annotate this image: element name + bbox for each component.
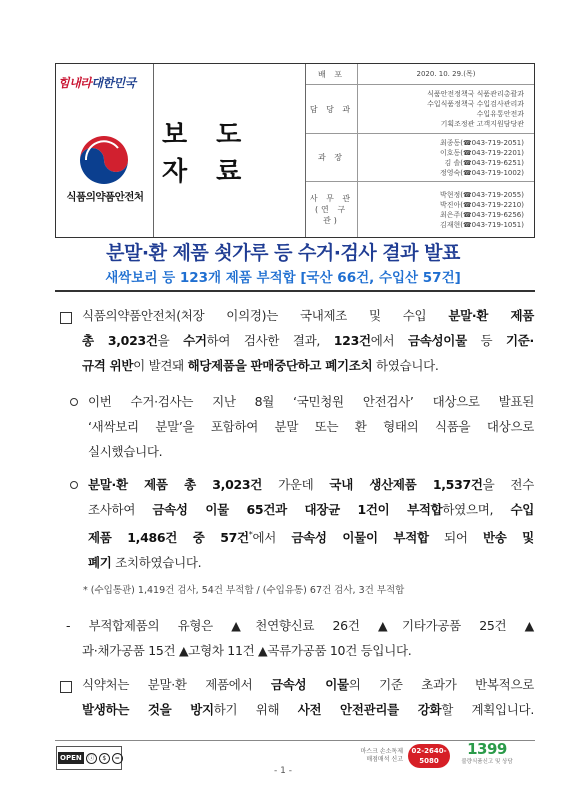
attribution-icon: ⓘ (86, 753, 97, 764)
officer-label: 사 무 관 (연 구 관) (306, 182, 358, 237)
page-number: - 1 - (274, 766, 292, 776)
p1-line-3 (82, 353, 534, 378)
p4-line-2: 과·채가공품 15건 ▲고형차 11건 ▲곡류가공품 10건 등입니다. (82, 643, 412, 658)
mfds-emblem-icon (78, 134, 130, 186)
contact-values (358, 85, 534, 133)
logo-column (56, 64, 154, 237)
p3-line-2 (88, 497, 534, 522)
p2-line-2: ‘새싹보리 분말’을 포함하여 분말 또는 환 형태의 식품을 대상으로 (88, 419, 534, 434)
hotline-number: 1399 (467, 740, 507, 758)
text-bold: 분말·환 제품 총 3,023건 (88, 477, 263, 492)
text-bold: 기준· (506, 333, 534, 348)
distribution-value: 2020. 10. 29.(목) (416, 70, 476, 78)
p1-line-2 (82, 328, 534, 353)
press-header (55, 63, 535, 238)
text-bold: 국내 생산제품 1,537건 (329, 477, 483, 492)
slogan (58, 72, 152, 98)
press-release-title: 보 도 자 료 (162, 119, 252, 187)
text: 등 (466, 333, 506, 348)
text-bold: 금속성 이물이 부적합 (291, 530, 429, 546)
circle-bullet-icon (70, 398, 78, 406)
text: 을 전수 (482, 477, 534, 492)
slogan-part2: 대한민국 (91, 76, 136, 90)
headline: 분말·환 제품 쇳가루 등 수거·검사 결과 발표 (106, 242, 460, 264)
p2-line-1: 이번 수거·검사는 지난 8월 ‘국민청원 안전검사’ 대상으로 발표된 (88, 394, 534, 409)
text: 하여 검사한 결과, (206, 333, 334, 348)
officer-line: 박진아(☎043-719-2210) (439, 200, 524, 209)
text: 식품의약품안전처(처장 이의경)는 국내제조 및 수입 (82, 308, 449, 323)
text-bold: 금속성이물 (407, 333, 467, 348)
contact-line: 식품안전정책국 식품관리총괄과 (427, 90, 524, 98)
square-bullet-icon (60, 312, 72, 324)
text: 에서 (252, 530, 292, 546)
text-bold: 반송 및 (482, 530, 534, 546)
text: 이 발견돼 (133, 358, 188, 373)
paragraph-4 (66, 613, 534, 663)
text-bold: 제품 1,486건 중 57건 (88, 530, 249, 546)
text-bold: 분말·환 제품 (448, 308, 534, 323)
manager-line: 김 솔(☎043-719-6251) (444, 158, 524, 167)
subheadline: 새싹보리 등 123개 제품 부적합 [국산 66건, 수입산 57건] (105, 270, 461, 286)
text-bold: 수거 (183, 333, 207, 348)
manager-values (358, 134, 534, 181)
text: 조치하였습니다. (111, 555, 202, 571)
slogan-part1: 힘내라 (58, 76, 92, 90)
officer-line: 최은주(☎043-719-6256) (439, 210, 524, 219)
title-column (154, 64, 306, 237)
open-label: OPEN (60, 754, 82, 762)
p5-line-2 (82, 697, 534, 722)
p2-line-3: 실시했습니다. (88, 444, 163, 459)
hotline-logo (458, 740, 516, 772)
footnote-mark: * (248, 530, 253, 539)
contact-line: 수입유통안전과 (476, 110, 524, 118)
text-bold: 금속성 이물 (270, 677, 349, 692)
hotline-caption: 불량식품신고 및 상담 (461, 759, 513, 765)
text: 을 (157, 333, 184, 348)
text-bold: 금속성 이물 65건과 대장균 1건이 부적합 (152, 502, 443, 517)
text-bold: 123건 (333, 333, 371, 348)
text: 조사하여 (88, 502, 153, 517)
footnote: * (수입통관) 1,419건 검사, 54건 부적합 / (수입유통) 67건 검사, 3건 부적합 (83, 585, 405, 596)
officer-line: 김재현(☎043-719-1051) (439, 220, 524, 229)
officer-values (358, 182, 534, 237)
license-icons (86, 753, 123, 764)
text-bold: 사전 안전관리를 강화 (297, 702, 442, 717)
paragraph-3 (88, 472, 534, 575)
contact-label: 담 당 과 (306, 85, 358, 133)
modify-icon: = (112, 753, 123, 764)
circle-bullet-icon (70, 481, 78, 489)
agency-name: 식품의약품안전처 (66, 191, 144, 203)
p3-line-3 (88, 522, 534, 550)
text: 하기 위해 (213, 702, 298, 717)
text-bold: 발생하는 것을 방지 (82, 702, 214, 717)
p5-line-1 (82, 672, 534, 697)
info-row-manager (306, 134, 534, 182)
paragraph-2 (88, 389, 534, 464)
p1-line-1 (82, 303, 534, 328)
manager-line: 최종동(☎043-719-2051) (439, 138, 524, 147)
officer-line: 박현정(☎043-719-2055) (439, 190, 524, 199)
text-bold: 폐기 (88, 555, 112, 571)
paragraph-1 (82, 303, 534, 378)
p3-line-1 (88, 472, 534, 497)
text-bold: 해당제품을 판매중단하고 폐기조치 (187, 358, 373, 373)
manager-line: 이호동(☎043-719-2201) (439, 148, 524, 157)
text-bold: 총 3,023건 (82, 333, 158, 348)
text: 에서 (370, 333, 408, 348)
p4-line-1: - 부적합제품의 유형은 ▲천연향신료 26건 ▲기타가공품 25건 ▲ (66, 618, 534, 633)
manager-line: 정영숙(☎043-719-1002) (439, 168, 524, 177)
info-column (306, 64, 534, 237)
contact-line: 기획조정관 고객지원담당관 (440, 120, 524, 128)
text: 의 기준 초과가 반복적으로 (348, 677, 534, 692)
text-bold: 규격 위반 (82, 358, 134, 373)
square-bullet-icon (60, 681, 72, 693)
text-bold: 수입 (510, 502, 535, 517)
text: 가운데 (262, 477, 330, 492)
distribution-label: 배 포 (306, 64, 358, 84)
text: 되어 (428, 530, 483, 546)
manager-label: 과 장 (306, 134, 358, 181)
paragraph-5 (82, 672, 534, 722)
info-row-distribution (306, 64, 534, 85)
text: 하였습니다. (372, 358, 439, 373)
headline-divider (55, 290, 535, 292)
text: 하였으며, (442, 502, 511, 517)
text: 식약처는 분말·환 제품에서 (82, 677, 271, 692)
text: 할 계획입니다. (441, 702, 534, 717)
info-row-officer (306, 182, 534, 237)
contact-line: 수입식품정책국 수입검사관리과 (427, 100, 524, 108)
p3-line-4 (88, 550, 534, 575)
mask-report-promo: 마스크 손소독제 매점매석 신고 (360, 748, 403, 763)
commercial-icon: $ (99, 753, 110, 764)
info-row-contact (306, 85, 534, 134)
report-phone-badge: 02-2640-5080 (408, 744, 450, 768)
